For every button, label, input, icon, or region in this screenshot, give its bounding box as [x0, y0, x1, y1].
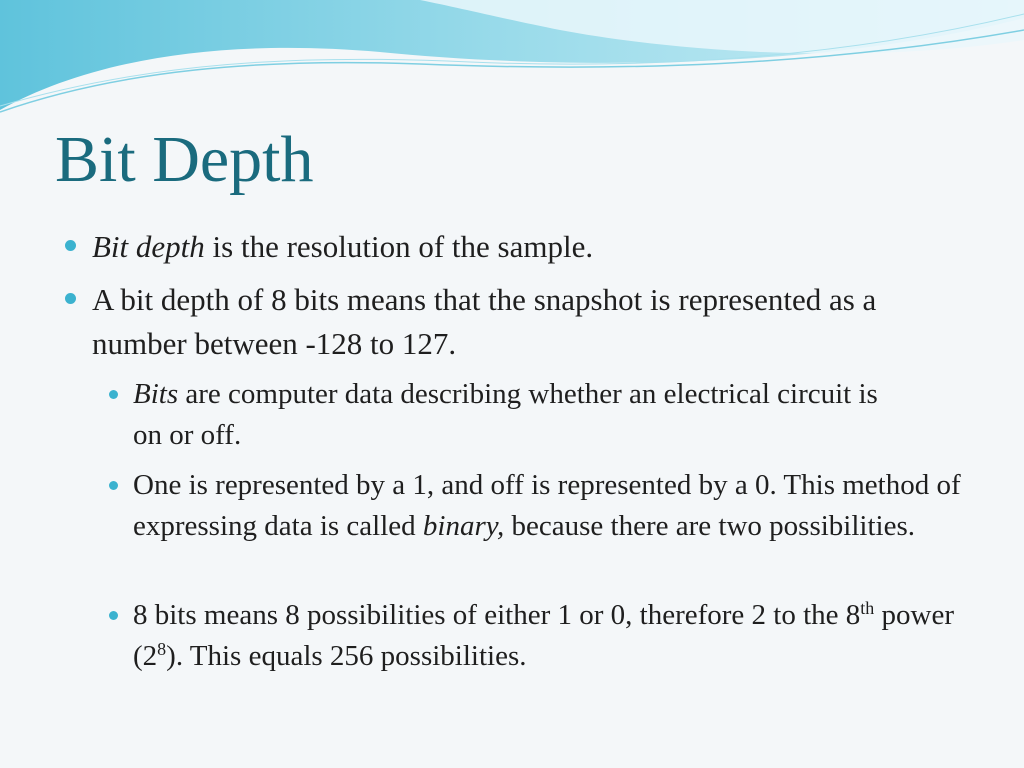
bullet-2: A bit depth of 8 bits means that the snapshot is represented as a number between -128 to 127.: [92, 282, 877, 361]
sub-bullet-1-italic: Bits: [133, 378, 179, 410]
sub-bullet-dot-icon: [109, 481, 118, 490]
sub-bullet-3-part3: ). This equals 256 possibilities.: [166, 640, 527, 672]
sub-bullet-2-italic: binary,: [422, 510, 505, 542]
sub-bullet-dot-icon: [109, 390, 118, 399]
sub-bullet-3-sup2: 8: [157, 639, 167, 660]
sub-bullet-1-text: are computer data describing whether an electrical circuit is on or off.: [133, 378, 878, 451]
bullet-1-italic: Bit depth: [92, 229, 205, 264]
sub-bullet-2-text-after: because there are two possibilities.: [504, 510, 915, 542]
sub-bullet-3: [133, 595, 973, 677]
sub-bullet-1: [133, 374, 893, 456]
bullet-1: [92, 225, 992, 269]
bullet-1-text: is the resolution of the sample.: [204, 229, 594, 264]
sub-bullet-3-part1: 8 bits means 8 possibilities of either 1 or 0, therefore 2 to the 8: [133, 599, 861, 631]
sub-bullet-3-sup1: th: [860, 598, 875, 619]
slide-title: Bit Depth: [55, 123, 314, 196]
bullet-dot-icon: [65, 240, 76, 251]
sub-bullet-2-text-before: One is represented by a 1, and off is represented by a 0. This method of expressing data is called: [133, 469, 961, 542]
sub-bullet-3-part2: power (2: [133, 599, 954, 672]
sub-bullet-dot-icon: [109, 611, 118, 620]
sub-bullet-2: [133, 465, 963, 547]
bullet-dot-icon: [65, 293, 76, 304]
